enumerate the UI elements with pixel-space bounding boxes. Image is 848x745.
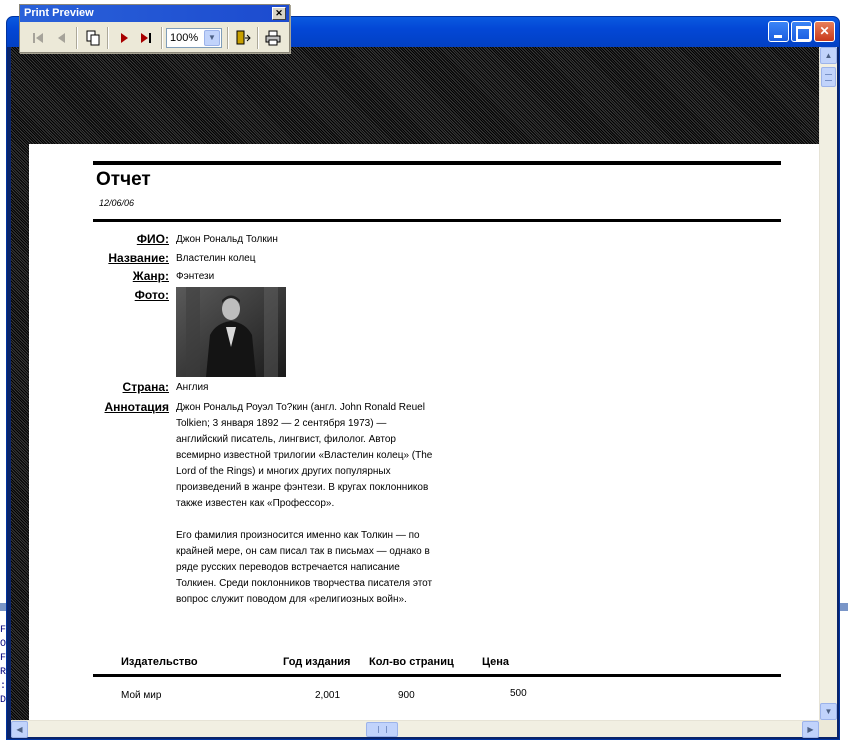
- cell-pages: 900: [398, 690, 415, 701]
- vertical-scroll-thumb[interactable]: [821, 67, 836, 87]
- preview-viewport[interactable]: [11, 47, 819, 720]
- background-app-text: F O F R : D: [0, 625, 7, 706]
- next-page-icon: [117, 31, 131, 45]
- report-page: [29, 144, 819, 720]
- country-label: Страна:: [122, 380, 169, 394]
- close-preview-button[interactable]: [231, 26, 255, 50]
- column-header-price: Цена: [482, 656, 510, 668]
- last-page-icon: [139, 31, 153, 45]
- chevron-down-icon[interactable]: ▼: [204, 30, 220, 46]
- print-icon: [265, 30, 281, 46]
- vertical-scrollbar[interactable]: [819, 47, 837, 720]
- multi-page-button[interactable]: [81, 26, 105, 50]
- header-bottom-rule: [93, 219, 781, 222]
- annotation-paragraph-2: Его фамилия произносится именно как Толкин — по крайней мере, он сам писал так в письмах — однако в ряде русских переводов встречается написание Толкиен. Среди поклонников творчества писателя этот вопрос служит поводом для «религиозных войн».: [176, 530, 433, 605]
- previous-page-button[interactable]: [50, 26, 74, 50]
- fio-label: ФИО:: [136, 232, 169, 246]
- genre-value: Фэнтези: [176, 271, 215, 282]
- report-date: 12/06/06: [99, 198, 135, 208]
- scroll-left-button[interactable]: ◀: [11, 721, 28, 738]
- column-header-year: Год издания: [283, 656, 351, 668]
- name-value: Властелин колец: [176, 253, 256, 264]
- report-title: Отчет: [96, 169, 151, 190]
- photo-label: Фото:: [134, 288, 169, 302]
- toolbar-separator: [227, 27, 229, 49]
- first-page-button[interactable]: [26, 26, 50, 50]
- print-preview-close-button[interactable]: ✕: [272, 7, 286, 20]
- print-preview-toolbar: [19, 4, 290, 53]
- preview-client-area: [11, 47, 837, 737]
- print-preview-titlebar[interactable]: [20, 5, 289, 22]
- print-preview-title: Print Preview: [24, 7, 94, 19]
- cell-price: 500: [510, 688, 527, 699]
- name-label: Название:: [108, 251, 169, 265]
- close-button[interactable]: ✕: [814, 21, 835, 42]
- zoom-value: 100%: [170, 32, 199, 44]
- column-header-pages: Кол-во страниц: [369, 656, 454, 668]
- scroll-up-button[interactable]: ▲: [820, 47, 837, 64]
- previous-page-icon: [55, 31, 69, 45]
- last-page-button[interactable]: [134, 26, 158, 50]
- minimize-button[interactable]: [768, 21, 789, 42]
- toolbar-separator: [76, 27, 78, 49]
- table-header-rule: [93, 674, 781, 677]
- cell-year: 2,001: [315, 690, 341, 701]
- fio-value: Джон Рональд Толкин: [176, 234, 278, 245]
- header-top-rule: [93, 161, 781, 165]
- scroll-right-button[interactable]: ▶: [802, 721, 819, 738]
- horizontal-scrollbar[interactable]: [11, 720, 819, 737]
- author-photo: [176, 287, 286, 377]
- first-page-icon: [31, 31, 45, 45]
- maximize-button[interactable]: [791, 21, 812, 42]
- country-value: Англия: [176, 382, 209, 393]
- print-button[interactable]: [261, 26, 285, 50]
- toolbar-separator: [257, 27, 259, 49]
- column-header-publisher: Издательство: [121, 656, 198, 668]
- toolbar-separator: [161, 27, 163, 49]
- annotation-text: [176, 400, 441, 624]
- close-preview-icon: [235, 30, 251, 46]
- scroll-down-button[interactable]: ▼: [820, 703, 837, 720]
- cell-publisher: Мой мир: [121, 690, 162, 701]
- zoom-select[interactable]: [166, 28, 222, 48]
- genre-label: Жанр:: [132, 269, 169, 283]
- author-photo-image: [176, 287, 286, 377]
- horizontal-scroll-thumb[interactable]: [366, 722, 398, 737]
- scrollbar-corner: [819, 720, 837, 737]
- multi-page-icon: [85, 30, 101, 46]
- next-page-button[interactable]: [112, 26, 136, 50]
- toolbar-separator: [107, 27, 109, 49]
- annotation-paragraph-1: Джон Рональд Роуэл То?кин (англ. John Ronald Reuel Tolkien; 3 января 1892 — 2 сентября 1973) — английский писатель, лингвист, филолог. Автор всемирно известной трилогии «Властелин колец» (The Lord of the Rings) и многих других популярных произведений в жанре фэнтези. В кругах поклонников также известен как «Профессор».: [176, 402, 433, 509]
- preview-window: [6, 16, 840, 740]
- annotation-label: Аннотация: [104, 400, 169, 414]
